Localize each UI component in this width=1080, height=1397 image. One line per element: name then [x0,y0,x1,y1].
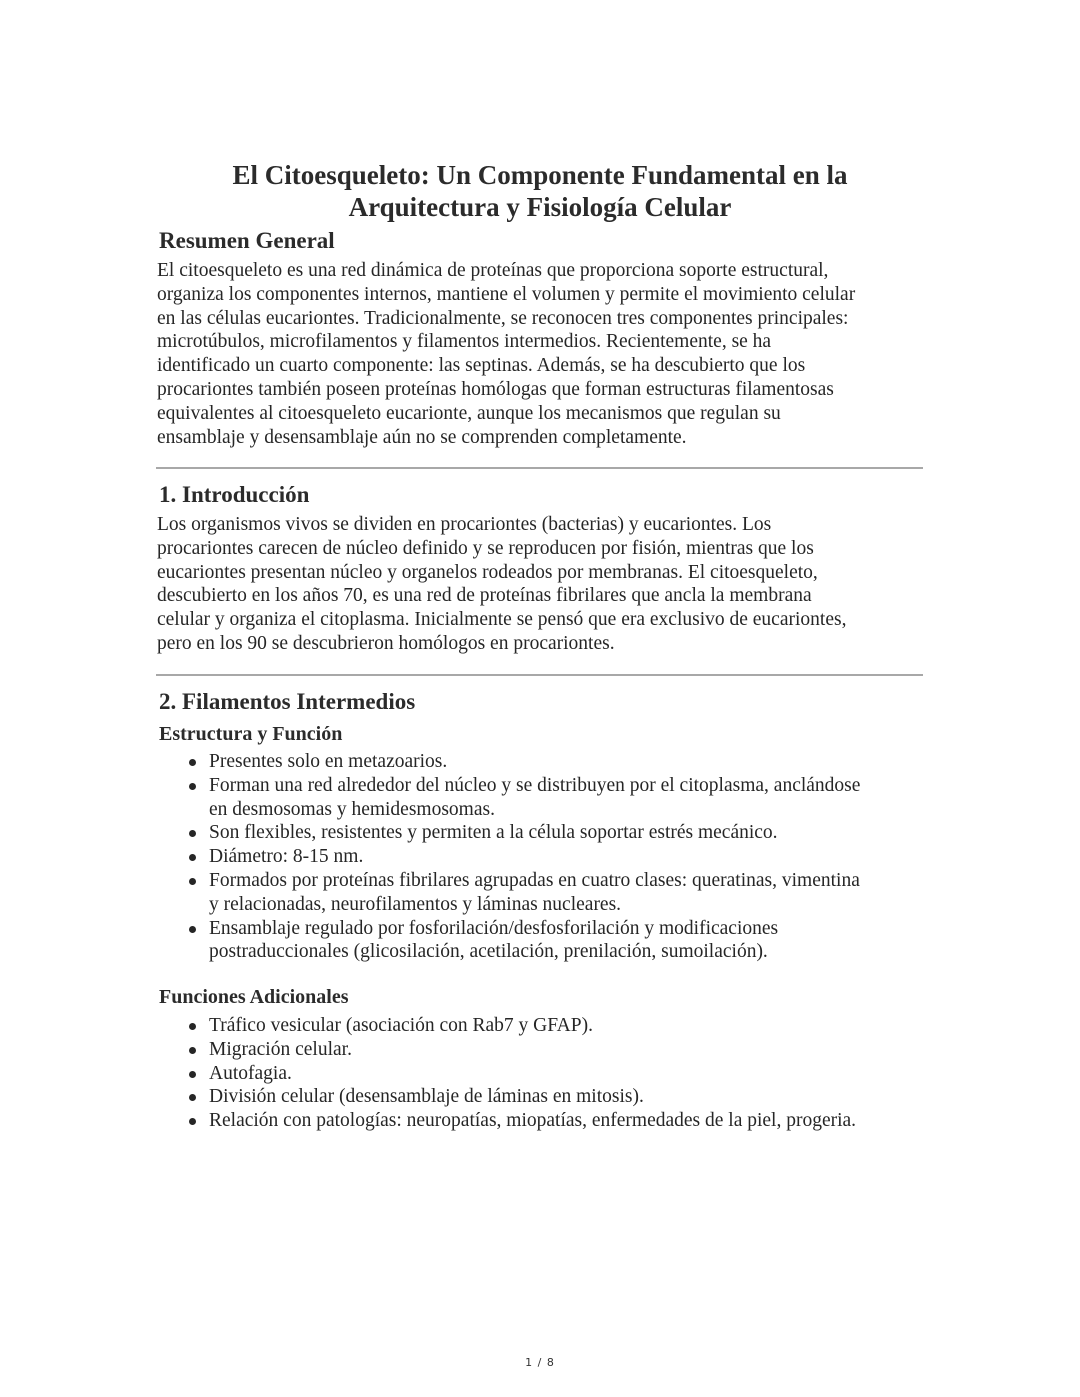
text-line: eucariontes presentan núcleo y organelos rodeados por membranas. El citoesqueleto, [157,561,818,583]
summary-heading: Resumen General [159,228,335,253]
item-text: Tráfico vesicular (asociación con Rab7 y GFAP). [209,1015,593,1036]
bullet-icon [189,1047,196,1054]
title-line: Arquitectura y Fisiología Celular [348,192,732,222]
text-line: pero en los 90 se descubrieron homólogos en procariontes. [157,632,615,654]
text-line: microtúbulos, microfilamentos y filamentos intermedios. Recientemente, se ha [157,331,772,353]
title-line: El Citoesqueleto: Un Componente Fundamental en la [232,160,848,190]
item-text: Ensamblaje regulado por fosforilación/desfosforilación y modificaciones [209,917,779,939]
list-item [187,1109,856,1133]
list-item [187,845,860,869]
list-item [187,1062,856,1086]
bullet-icon [189,926,196,933]
bullet-icon [189,878,196,885]
text-line: celular y organiza el citoplasma. Inicialmente se pensó que era exclusivo de eucariontes, [157,609,847,631]
item-text: postraduccionales (glicosilación, acetilación, prenilación, sumoilación). [209,941,768,963]
intro-heading: 1. Introducción [159,482,310,507]
bullet-icon [189,1094,196,1101]
list-item [187,1038,856,1062]
bullet-icon [189,783,196,790]
bullet-icon [189,854,196,861]
divider [156,467,923,469]
bullet-icon [189,1118,196,1125]
text-line: en las células eucariontes. Tradicionalmente, se reconocen tres componentes principales: [157,307,849,329]
intro-paragraph [157,513,846,656]
list-item [187,917,860,965]
item-text: Presentes solo en metazoarios. [209,751,448,772]
item-text: Son flexibles, resistentes y permiten a la célula soportar estrés mecánico. [209,822,778,844]
item-text: Diámetro: 8-15 nm. [209,846,364,868]
section2-heading: 2. Filamentos Intermedios [159,689,416,714]
text-line: descubierto en los años 70, es una red de proteínas fibrilares que ancla la membrana [157,585,812,607]
text-line: procariontes carecen de núcleo definido y se reproducen por fisión, mientras que los [157,537,814,559]
bullet-icon [189,1071,196,1078]
list-item [187,869,860,917]
page-number: 1 / 8 [525,1356,555,1369]
text-line: procariontes también poseen proteínas homólogas que forman estructuras filamentosas [157,378,834,400]
item-text: Autofagia. [209,1062,292,1084]
text-line: equivalentes al citoesqueleto eucarionte, aunque los mecanismos que regulan su [157,402,781,424]
document-title [0,159,1080,223]
list-item [187,1014,856,1038]
item-text: Relación con patologías: neuropatías, miopatías, enfermedades de la piel, progeria. [209,1110,857,1132]
structure-heading: Estructura y Función [159,723,343,745]
list-item [187,821,860,845]
item-text: División celular (desensamblaje de láminas en mitosis). [209,1086,644,1108]
text-line: El citoesqueleto es una red dinámica de proteínas que proporciona soporte estructural, [157,260,829,281]
summary-paragraph [157,259,855,449]
bullet-icon [189,759,196,766]
bullet-icon [189,830,196,837]
list-item [187,750,860,774]
text-line: organiza los componentes internos, mantiene el volumen y permite el movimiento celular [157,283,856,305]
text-line: identificado un cuarto componente: las septinas. Además, se ha descubierto que los [157,355,806,377]
structure-list [187,750,860,964]
bullet-icon [189,1023,196,1030]
list-item [187,774,860,822]
text-line: Los organismos vivos se dividen en procariontes (bacterias) y eucariontes. Los [157,514,772,535]
text-line: ensamblaje y desensamblaje aún no se comprenden completamente. [157,426,687,448]
divider [156,674,923,676]
item-text: y relacionadas, neurofilamentos y láminas nucleares. [209,893,622,915]
list-item [187,1085,856,1109]
item-text: Formados por proteínas fibrilares agrupadas en cuatro clases: queratinas, vimentina [209,869,860,891]
additional-list [187,1014,856,1133]
item-text: Migración celular. [209,1038,352,1060]
additional-heading: Funciones Adicionales [159,986,349,1008]
item-text: Forman una red alrededor del núcleo y se distribuyen por el citoplasma, anclándose [209,774,861,796]
item-text: en desmosomas y hemidesmosomas. [209,798,495,820]
